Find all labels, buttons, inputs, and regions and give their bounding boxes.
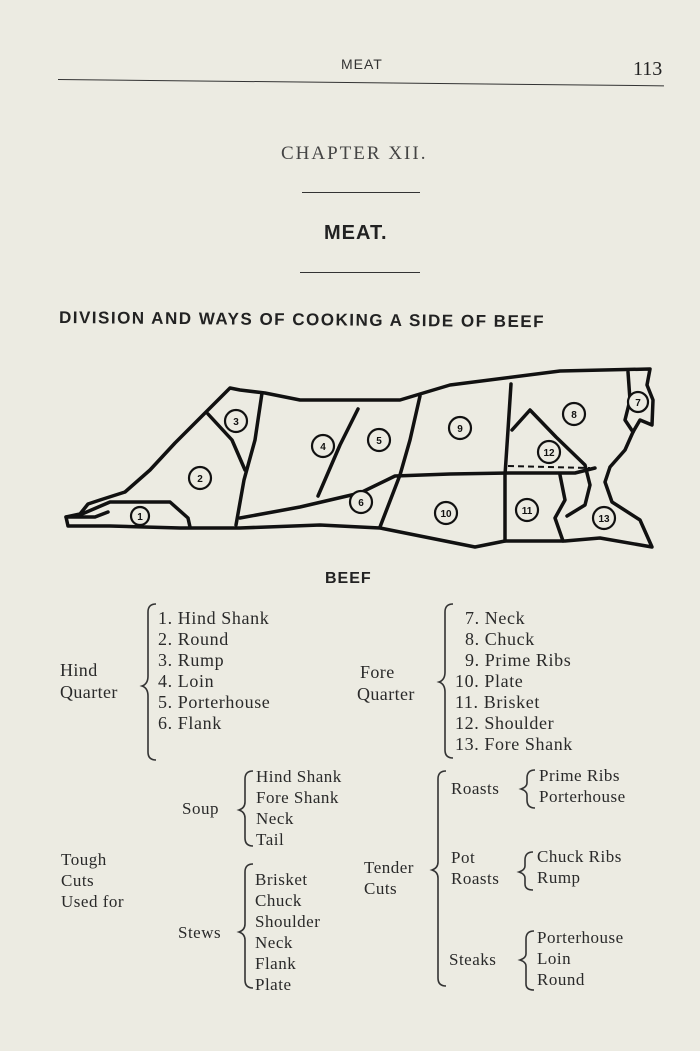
hind-quarter-label-line2: Quarter [60,682,118,702]
list-item: Loin [537,949,572,968]
list-item: 4. Loin [158,671,215,691]
list-item: Porterhouse [537,928,624,947]
tender-cuts-label [364,857,414,899]
list-item: Chuck Ribs [537,847,622,866]
steaks-list [537,927,624,990]
list-item: Fore Shank [256,788,339,807]
list-item: Prime Ribs [539,766,621,785]
page-number: 113 [633,58,663,80]
tough-cuts-label [61,849,124,912]
list-item: 6. Flank [158,713,222,733]
cut-line-ribs-chuck [505,384,511,541]
list-item: 13. Fore Shank [455,734,573,754]
list-item: Brisket [255,870,308,889]
cut-line-porterhouse-ribs [380,396,420,527]
cut-number-9: 9 [457,424,463,435]
list-item: Hind Shank [256,767,342,786]
list-item: 7. Neck [465,608,526,628]
roasts-label: Roasts [451,779,500,798]
stews-brace [239,864,253,988]
tender-cuts-label-line2: Cuts [364,879,398,898]
fore-quarter-label-line2: Quarter [357,684,415,704]
cut-number-10: 10 [440,509,452,520]
list-item: 11. Brisket [455,692,540,712]
cut-number-1: 1 [137,512,143,523]
cut-number-3: 3 [233,417,239,428]
pot-roasts-brace [519,852,533,890]
fore-quarter-brace [439,604,453,758]
pot-roasts-list [537,846,622,888]
list-item: 1. Hind Shank [158,608,270,628]
list-item: Chuck [255,891,302,910]
cut-number-13: 13 [598,514,610,525]
pot-roasts-label [451,847,499,889]
hind-quarter-label [60,659,118,703]
chapter-label: CHAPTER XII. [281,143,428,164]
tender-cuts-label-line1: Tender [364,858,414,877]
cut-number-6: 6 [358,498,364,509]
hind-quarter-label-line1: Hind [60,660,98,680]
stews-label: Stews [178,923,222,942]
tough-cuts-label-line1: Tough [61,850,107,869]
cut-number-8: 8 [571,410,577,421]
steaks-label: Steaks [449,950,497,969]
list-item: Shoulder [255,912,321,931]
cut-number-5: 5 [376,436,382,447]
beef-outline [66,369,653,547]
list-item: Neck [256,809,294,828]
list-item: 8. Chuck [465,629,535,649]
tough-cuts-label-line3: Used for [61,892,125,911]
soup-brace [239,771,253,846]
list-item: 12. Shoulder [455,713,555,733]
list-item: Flank [255,954,297,973]
steaks-brace [520,931,534,990]
tender-cuts-brace [432,771,446,986]
roasts-list [539,765,626,807]
fore-quarter-label [357,661,415,705]
chapter-title: MEAT. [324,222,388,244]
list-item: Porterhouse [539,787,626,806]
pot-roasts-label-line1: Pot [451,848,476,867]
diagram-caption: BEEF [325,570,372,587]
stews-list [255,869,320,995]
list-item: Neck [255,933,293,952]
cut-number-12: 12 [543,448,555,459]
hind-quarter-brace [142,604,156,760]
cut-number-7: 7 [635,398,641,409]
pot-roasts-label-line2: Roasts [451,869,500,888]
list-item: 3. Rump [158,650,225,670]
list-item: Round [537,970,585,989]
list-item: 9. Prime Ribs [465,650,572,670]
cut-line-shoulder-dashed [508,466,590,468]
list-item: Plate [255,975,292,994]
cut-number-2: 2 [197,474,203,485]
soup-label: Soup [182,799,219,818]
cut-line-brisket [555,475,565,541]
tough-cuts-label-line2: Cuts [61,871,95,890]
fore-quarter-label-line1: Fore [360,662,395,682]
list-item: 10. Plate [455,671,524,691]
hind-quarter-list [158,608,270,734]
list-item: 2. Round [158,629,229,649]
section-title: DIVISION AND WAYS OF COOKING A SIDE OF BEEF [58,308,546,332]
list-item: Rump [537,868,581,887]
list-item: Tail [256,830,285,849]
cut-number-11: 11 [521,506,533,517]
roasts-brace [521,770,535,808]
cut-number-4: 4 [320,442,326,453]
soup-list [256,766,342,850]
running-title: MEAT [341,56,383,72]
cut-line-flank [240,468,595,518]
list-item: 5. Porterhouse [158,692,271,712]
fore-quarter-list [455,608,573,755]
